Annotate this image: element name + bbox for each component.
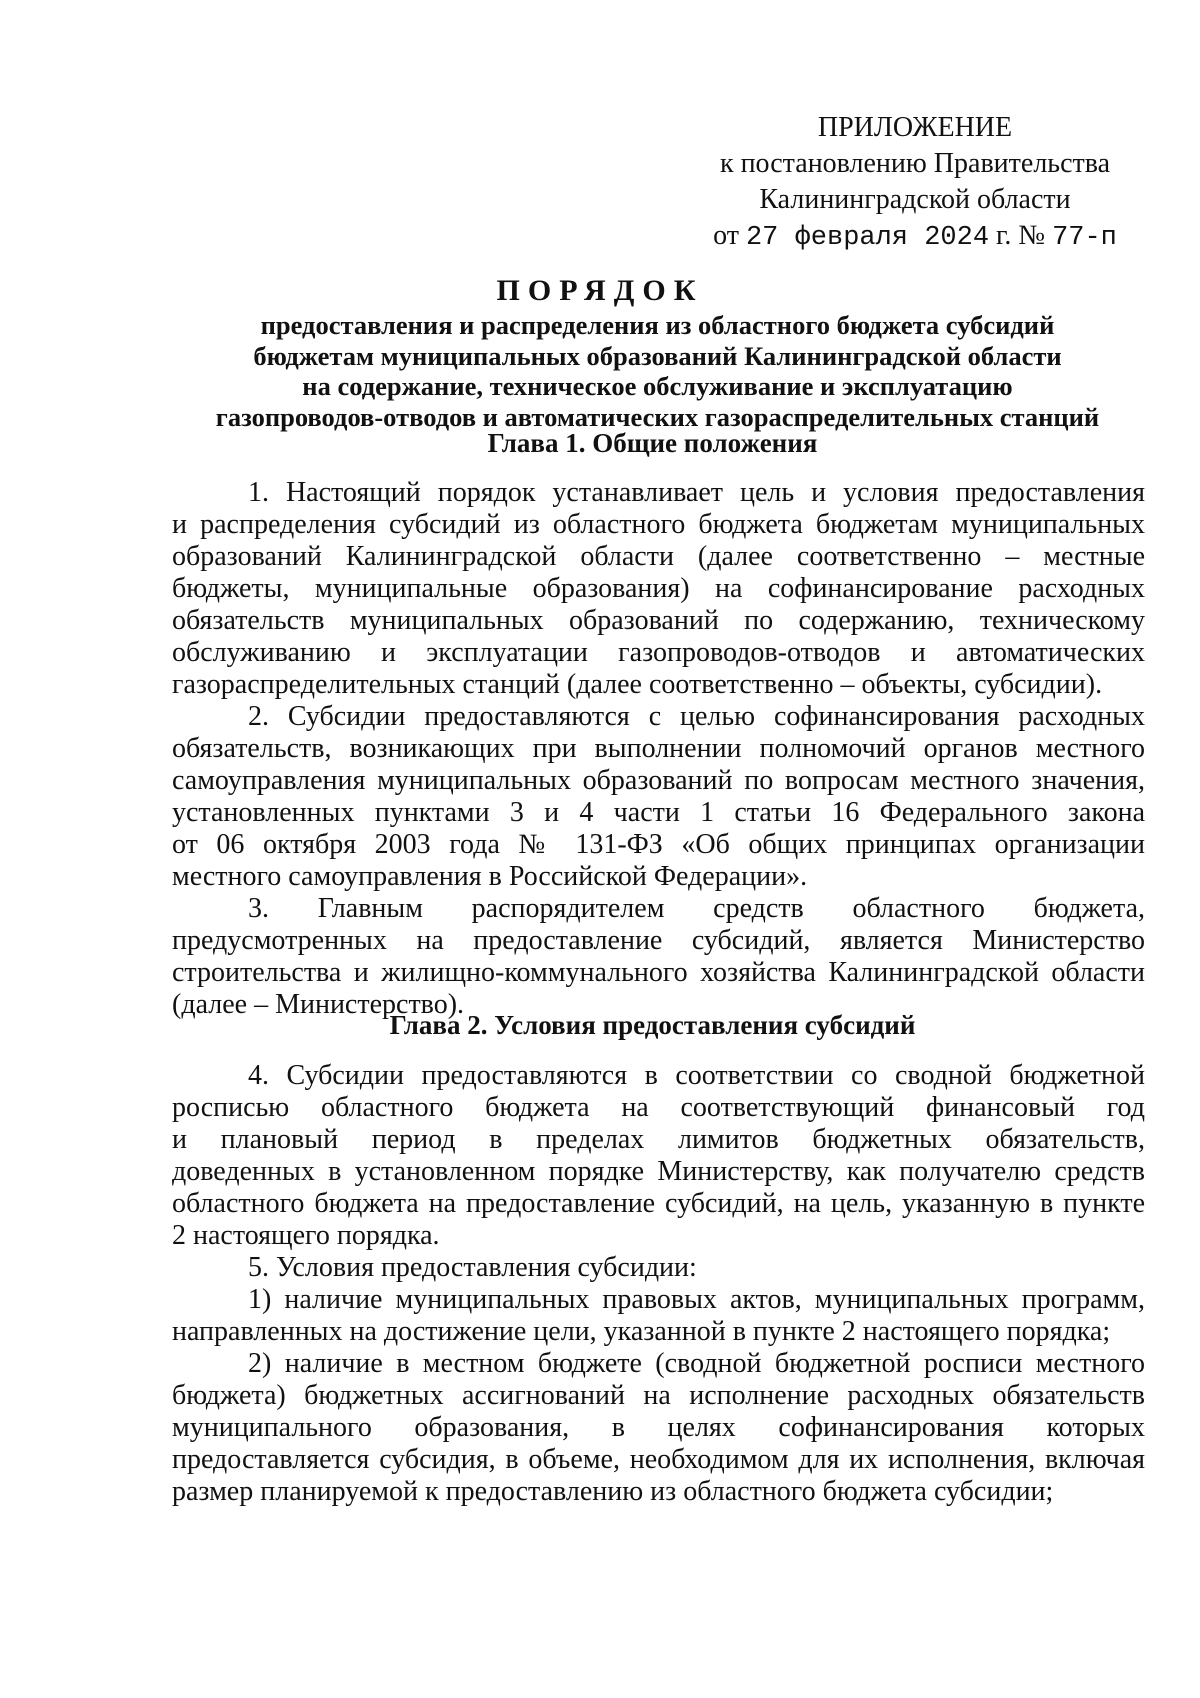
document-title: ПОРЯДОК	[496, 274, 704, 307]
text-line: предусмотренных на предоставление субсидий, является Министерство	[172, 925, 1145, 956]
text-line: самоуправления муниципальных образований по вопросам местного значения,	[172, 765, 1145, 796]
approval-line: Калининградской области	[759, 184, 1071, 215]
text-line: 1) наличие муниципальных правовых актов, муниципальных программ,	[248, 1284, 1145, 1315]
paragraph-5	[172, 1252, 1145, 1284]
text-line: 5. Условия предоставления субсидии:	[248, 1252, 697, 1283]
text-line: от 06 октября 2003 года № 131-ФЗ «Об общих принципах организации	[172, 829, 1145, 860]
approval-line: к постановлению Правительства	[719, 148, 1111, 179]
paragraph-1	[172, 477, 1145, 701]
approval-heading: ПРИЛОЖЕНИЕ	[817, 112, 1013, 143]
text-line: установленных пунктами 3 и 4 части 1 статьи 16 Федерального закона	[172, 797, 1145, 828]
chapter-1-heading: Глава 1. Общие положения	[487, 428, 818, 458]
text-line: и распределения субсидий из областного бюджета бюджетам муниципальных	[172, 509, 1145, 540]
text-line: 3. Главным распорядителем средств областного бюджета,	[248, 893, 1145, 924]
approval-date-line	[700, 218, 1130, 256]
text-line: направленных на достижение цели, указанной в пункте 2 настоящего порядка;	[172, 1316, 1111, 1347]
text-line: бюджеты, муниципальные образования) на софинансирование расходных	[172, 573, 1145, 604]
paragraph-5-item-2	[172, 1348, 1145, 1508]
text-line: газораспределительных станций (далее соответственно – объекты, субсидии).	[172, 669, 1103, 700]
paragraph-2	[172, 701, 1145, 893]
text-line: 4. Субсидии предоставляются в соответствии со сводной бюджетной	[248, 1060, 1145, 1091]
paragraph-3	[172, 893, 1145, 1021]
text-line: муниципального образования, в целях софинансирования которых	[172, 1412, 1145, 1443]
text-line: местного самоуправления в Российской Федерации».	[172, 861, 808, 892]
text-line: 1. Настоящий порядок устанавливает цель и условия предоставления	[248, 477, 1145, 508]
text-line: размер планируемой к предоставлению из областного бюджета субсидии;	[172, 1476, 1054, 1507]
subtitle-line: предоставления и распределения из областного бюджета субсидий	[260, 310, 1055, 340]
text-line: доведенных в установленном порядке Министерству, как получателю средств	[172, 1156, 1145, 1187]
document-subtitle	[170, 310, 1145, 432]
subtitle-line: на содержание, техническое обслуживание и эксплуатацию	[302, 371, 1013, 401]
paragraph-5-item-1	[172, 1284, 1145, 1348]
text-line: (далее – Министерство).	[172, 989, 465, 1020]
paragraph-4	[172, 1060, 1145, 1252]
subtitle-line: бюджетам муниципальных образований Калининградской области	[253, 340, 1062, 371]
text-line: 2 настоящего порядка.	[172, 1220, 440, 1251]
approval-block	[700, 110, 1130, 256]
text-line: 2. Субсидии предоставляются с целью софинансирования расходных	[248, 701, 1145, 732]
date-suffix: г. №	[996, 220, 1046, 251]
text-line: предоставляется субсидия, в объеме, необходимом для их исполнения, включая	[172, 1444, 1145, 1475]
chapter-2-body	[172, 1060, 1145, 1508]
text-line: бюджета) бюджетных ассигнований на исполнение расходных обязательств	[172, 1380, 1145, 1411]
chapter-1-body	[172, 477, 1145, 1021]
text-line: строительства и жилищно-коммунального хозяйства Калининградской области	[172, 957, 1145, 988]
text-line: обязательств муниципальных образований по содержанию, техническому	[172, 605, 1145, 636]
decree-date: 27 февраля 2024	[745, 223, 990, 253]
text-line: образований Калининградской области (далее соответственно – местные	[172, 541, 1145, 572]
text-line: 2) наличие в местном бюджете (сводной бюджетной росписи местного	[248, 1348, 1145, 1379]
text-line: обязательств, возникающих при выполнении полномочий органов местного	[172, 733, 1145, 764]
text-line: и плановый период в пределах лимитов бюджетных обязательств,	[172, 1124, 1145, 1155]
text-line: областного бюджета на предоставление субсидий, на цель, указанную в пункте	[172, 1188, 1145, 1219]
date-prefix: от	[713, 220, 739, 251]
subtitle-line: газопроводов-отводов и автоматических газораспределительных станций	[215, 401, 1100, 432]
text-line: обслуживанию и эксплуатации газопроводов-отводов и автоматических	[172, 637, 1145, 668]
chapter-2-heading: Глава 2. Условия предоставления субсидий	[389, 1010, 916, 1040]
decree-number: 77-п	[1052, 223, 1117, 253]
text-line: росписью областного бюджета на соответствующий финансовый год	[172, 1092, 1145, 1123]
